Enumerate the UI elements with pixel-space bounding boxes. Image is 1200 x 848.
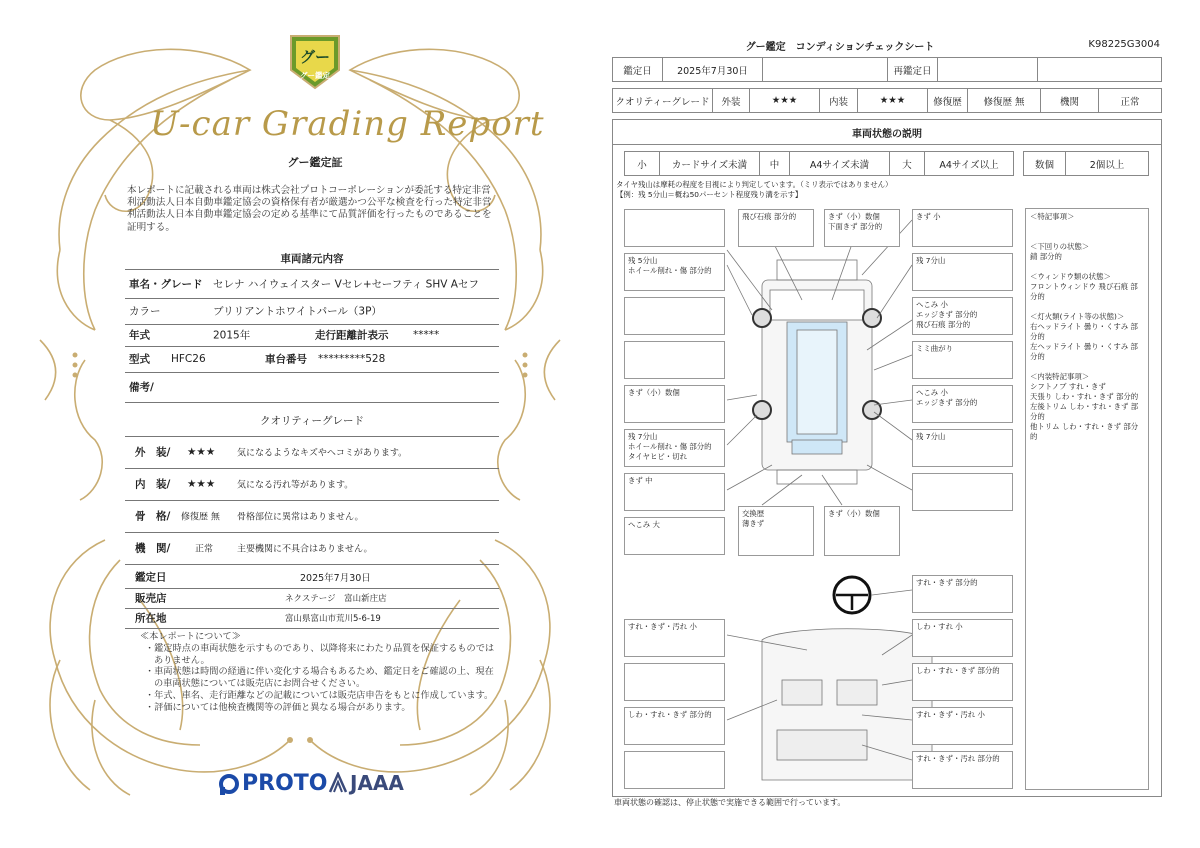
name-label: 車名・グレード [129, 278, 203, 291]
int-note-left1: すれ・きず・汚れ 小 [624, 619, 725, 657]
date-label: 鑑定日 [135, 571, 167, 584]
address-label: 所在地 [135, 612, 167, 625]
condition-heading: 車両状態の説明 [613, 120, 1161, 145]
color-value: ブリリアントホワイトパール（3P） [213, 305, 382, 318]
ext-note-right1: 残 7分山 [912, 253, 1013, 291]
interior-desc: 気になる汚れ等があります。 [237, 480, 354, 491]
int-note-right4: すれ・きず・汚れ 部分的 [912, 751, 1013, 789]
interior-value: シフトノブ すれ・きず [1030, 382, 1106, 391]
frame-desc: 骨格部位に異常はありません。 [237, 512, 364, 523]
date-blank [763, 58, 888, 81]
exterior-desc: 気になるようなキズやヘコミがあります。 [237, 448, 408, 459]
row-address [125, 608, 499, 629]
address-value: 富山県富山市荒川5-6-19 [285, 614, 381, 624]
row-date [125, 566, 499, 589]
year-label: 年式 [129, 329, 150, 342]
qg-label: クオリティーグレード [613, 89, 713, 112]
size-mid: 中 [760, 152, 790, 175]
int-note-left2: しわ・すれ・きず 部分的 [624, 707, 725, 745]
model-value: HFC26 [171, 353, 206, 365]
tire-notice [616, 180, 1036, 200]
int-note-box [624, 751, 725, 789]
ext-note-box [624, 341, 725, 379]
remarks-label: 備考/ [129, 381, 154, 394]
jaaa-text: JAAA [350, 771, 404, 795]
color-label: カラー [129, 305, 161, 318]
frame-value: 修復歴 無 [181, 512, 220, 523]
under-title: ＜下回りの状態＞ [1030, 242, 1090, 251]
date-value: 2025年7月30日 [300, 573, 371, 584]
year-value: 2015年 [213, 329, 251, 342]
chassis-label: 車台番号 [265, 353, 307, 366]
jaaa-logo [328, 771, 404, 795]
row-frame [125, 500, 499, 533]
repair-value: 修復歴 無 [968, 89, 1041, 112]
note-item: ・鑑定時点の車両状態を示すものであり、以降将来にわたり品質を保証するものではありません。 [145, 642, 495, 666]
ext-note-bottom-center2: きず（小）数個 [824, 506, 900, 556]
shop-label: 販売店 [135, 592, 167, 605]
count-label: 数個 [1024, 152, 1066, 175]
sheet-code: K98225G3004 [1088, 39, 1160, 50]
redate-label: 再鑑定日 [888, 58, 938, 81]
ext-note-box [624, 297, 725, 335]
date-value: 2025年7月30日 [663, 58, 763, 81]
ext-note-top-center1: 飛び石痕 部分的 [738, 209, 814, 247]
size-mid-desc: A4サイズ未満 [790, 152, 890, 175]
int-note-right1: しわ・すれ 小 [912, 619, 1013, 657]
size-large: 大 [890, 152, 925, 175]
interior-title: ＜内装特記事項＞ [1030, 372, 1090, 381]
int-note-right3: すれ・きず・汚れ 小 [912, 707, 1013, 745]
size-large-desc: A4サイズ以上 [939, 159, 999, 171]
interior-value: 左後トリム しわ・すれ・きず 部分的 [1030, 402, 1139, 421]
ext-note-top-right: きず 小 [912, 209, 1013, 247]
note-item: ・評価については他検査機関等の評価と異なる場合があります。 [145, 701, 411, 713]
engine-desc: 主要機関に不具合はありません。 [237, 544, 373, 555]
ext-note-box [912, 473, 1013, 511]
notice-line1: タイヤ残山は摩耗の程度を目視により判定しています。（ミリ表示ではありません） [616, 180, 893, 189]
model-label: 型式 [129, 353, 150, 366]
engine-value: 正常 [1120, 96, 1140, 108]
svg-text:グー: グー [299, 48, 331, 66]
report-title: U-car Grading Report [150, 104, 545, 144]
exterior-stars: ★★★ [187, 446, 216, 458]
redate-value [938, 58, 1038, 81]
row-remarks [125, 372, 499, 403]
ext-note-right4: へこみ 小 エッジきず 部分的 [912, 385, 1013, 423]
ext-note-left4: きず（小）数個 [624, 385, 725, 423]
engine-label: 機関 [1041, 89, 1099, 112]
ext-label: 外装 [713, 89, 750, 112]
ext-note-top-center2: きず（小）数個 下面きず 部分的 [824, 209, 900, 247]
ext-note-right2: へこみ 小 エッジきず 部分的 飛び石痕 部分的 [912, 297, 1013, 335]
row-engine [125, 532, 499, 565]
ext-note-box [624, 209, 725, 247]
notes-title: ≪本レポートについて≫ [140, 631, 241, 642]
date-row [612, 57, 1162, 82]
light-value: 左ヘッドライト 曇り・くすみ 部分的 [1030, 342, 1138, 361]
size-legend [624, 151, 1014, 176]
interior-label: 内 装/ [135, 478, 171, 491]
under-value: 錆 部分的 [1030, 252, 1062, 261]
row-color [125, 298, 499, 325]
shop-value: ネクステージ 富山新庄店 [285, 594, 387, 604]
ext-note-right5: 残 7分山 [912, 429, 1013, 467]
count-value: 2個以上 [1089, 159, 1125, 171]
row-interior [125, 468, 499, 501]
ext-value: ★★★ [750, 89, 820, 112]
engine-value: 正常 [195, 544, 214, 555]
mileage-value: ***** [413, 329, 440, 341]
ext-note-left7: へこみ 大 [624, 517, 725, 555]
size-small-desc: カードサイズ未満 [660, 152, 760, 175]
ext-note-right3: ミミ曲がり [912, 341, 1013, 379]
grade-row [612, 88, 1162, 113]
int-label: 内装 [820, 89, 858, 112]
note-item: ・車両状態は時間の経過に伴い変化する場合もあるため、鑑定日をご確認の上、現在の車両状態については販売店にお問合せください。 [145, 666, 494, 690]
jaaa-mark-icon [328, 772, 348, 794]
special-title: ＜特記事項＞ [1030, 212, 1075, 221]
cert-body: 本レポートに記載される車両は株式会社プロトコーポレーションが委託する特定非営利活動法人日本自動車鑑定協会の資格保有者が厳選かつ公平な検査を行った特定非営利活動法人日本自動車鑑定協会の定める基準にて品質評価を行ったものであることを証明する。 [127, 185, 492, 233]
count-legend [1023, 151, 1149, 176]
engine-label: 機 関/ [135, 542, 171, 555]
cert-heading: グー鑑定証 [287, 156, 343, 169]
ext-note-left6: きず 中 [624, 473, 725, 511]
chassis-value: *********528 [318, 353, 386, 365]
date-label: 鑑定日 [613, 58, 663, 81]
row-year [125, 324, 499, 347]
notice-line2: 【例：残 5分山＝概ね50パーセント程度残り溝を示す】 [616, 190, 803, 199]
interior-value: 天張り しわ・すれ・きず 部分的 [1030, 392, 1139, 401]
logo-subtext: グー鑑定 [300, 71, 330, 80]
int-note-right2: しわ・すれ・きず 部分的 [912, 663, 1013, 701]
row-model [125, 346, 499, 373]
sheet-title: グー鑑定 コンディションチェックシート [745, 42, 935, 53]
row-name [125, 270, 499, 299]
redate-blank [1038, 58, 1161, 81]
report-notes [140, 631, 500, 714]
name-value: セレナ ハイウェイスター Vセレ+セーフティ SHV Aセフ [213, 278, 479, 291]
exterior-label: 外 装/ [135, 446, 171, 459]
int-note-box [624, 663, 725, 701]
mileage-label: 走行距離計表示 [315, 329, 389, 342]
int-note-steering: すれ・きず 部分的 [912, 575, 1013, 613]
ext-note-bottom-center1: 交換歴 薄きず [738, 506, 814, 556]
special-notes [1025, 208, 1149, 790]
light-value: 右ヘッドライト 曇り・くすみ 部分的 [1030, 322, 1138, 341]
spec-heading: 車両諸元内容 [125, 249, 499, 270]
goo-kantei-logo [287, 30, 343, 92]
window-value: フロントウィンドウ 飛び石痕 部分的 [1030, 282, 1138, 301]
quality-heading: クオリティーグレード [125, 406, 499, 437]
ext-note-left1: 残 5分山 ホイール削れ・傷 部分的 [624, 253, 725, 291]
light-title: ＜灯火類(ライト等の状態)＞ [1030, 312, 1125, 321]
row-exterior [125, 436, 499, 469]
proto-logo [218, 771, 327, 796]
sheet-footer: 車両状態の確認は、停止状態で実施できる範囲で行っています。 [614, 798, 846, 807]
int-value: ★★★ [858, 89, 928, 112]
size-small: 小 [625, 152, 660, 175]
frame-label: 骨 格/ [135, 510, 171, 523]
interior-stars: ★★★ [187, 478, 216, 490]
proto-mark-icon [218, 773, 240, 795]
ext-note-left5: 残 7分山 ホイール削れ・傷 部分的 タイヤヒビ・切れ [624, 429, 725, 467]
row-shop [125, 588, 499, 609]
proto-text: PROTO [242, 771, 328, 796]
window-title: ＜ウィンドウ類の状態＞ [1030, 272, 1111, 281]
repair-label: 修復歴 [928, 89, 968, 112]
note-item: ・年式、車名、走行距離などの記載については販売店申告をもとに作成しています。 [145, 689, 494, 701]
interior-value: 他トリム しわ・すれ・きず 部分的 [1030, 422, 1139, 441]
